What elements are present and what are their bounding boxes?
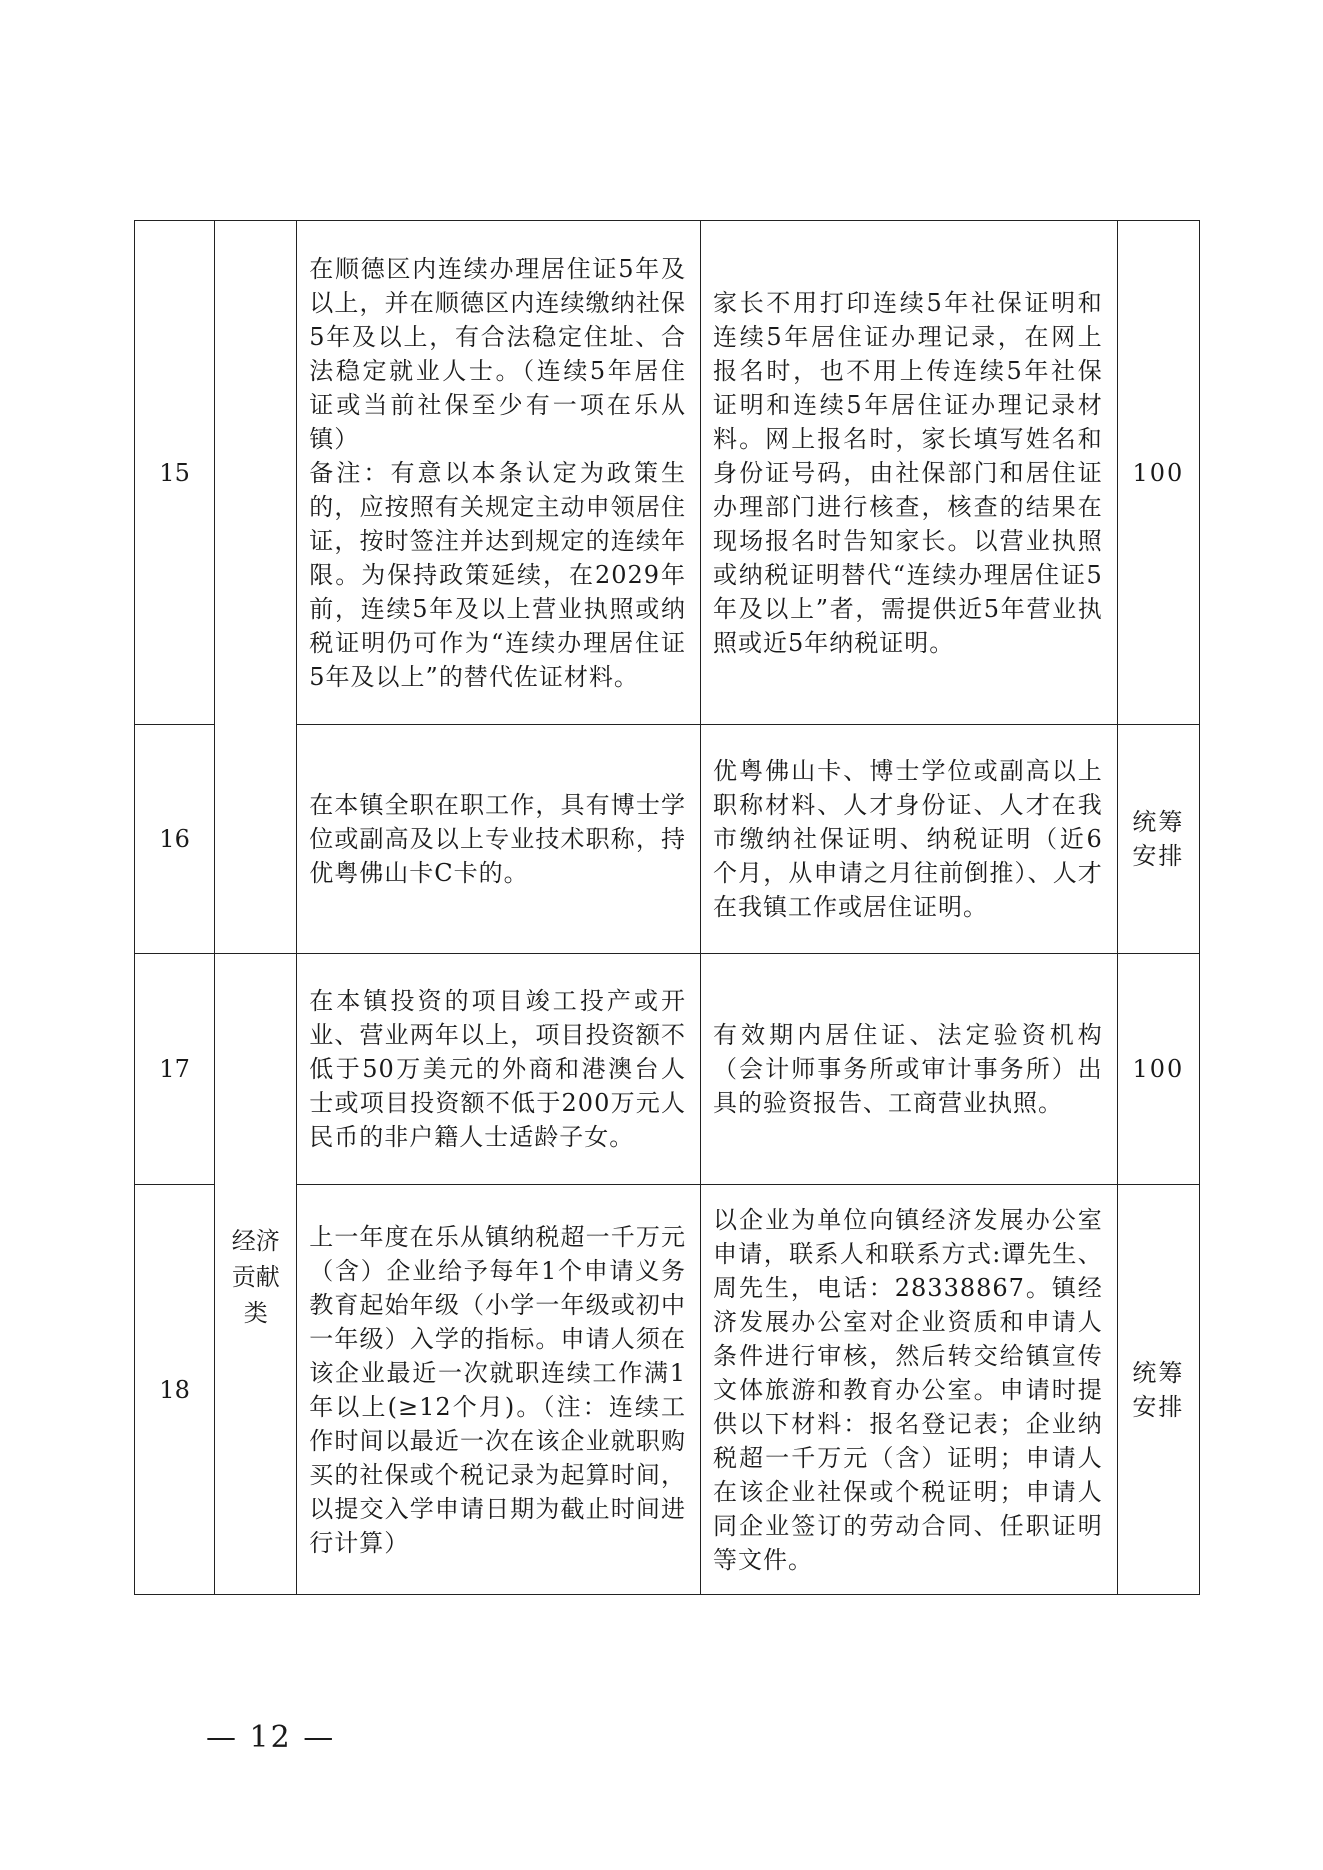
score-value: 统筹安排	[1132, 808, 1185, 870]
condition-text: 在顺德区内连续办理居住证5年及以上，并在顺德区内连续缴纳社保5年及以上，有合法稳定住址、合法稳定就业人士。（连续5年居住证或当前社保至少有一项在乐从镇） 备注：有意以本条认定为政策生的，应按照有关规定主动申领居住证，按时签注并达到规定的连续年限。为保持政策延续，在2029年前，连续5年及以上营业执照或纳税证明仍可作为“连续办理居住证5年及以上”的替代佐证材料。	[309, 254, 687, 691]
row-number-cell	[135, 725, 215, 954]
category-cell	[215, 954, 297, 1185]
condition-cell	[297, 954, 701, 1185]
score-value: 统筹安排	[1132, 1358, 1185, 1421]
policy-table	[134, 220, 1200, 1595]
score-cell	[1117, 1185, 1199, 1595]
row-number-cell	[135, 954, 215, 1185]
table-row	[135, 1185, 1200, 1595]
table-row	[135, 221, 1200, 725]
table-row	[135, 725, 1200, 954]
materials-cell	[701, 221, 1118, 725]
category-label: 经济贡献类	[231, 1226, 280, 1327]
score-value: 100	[1132, 458, 1185, 487]
materials-cell	[701, 725, 1118, 954]
condition-text: 在本镇全职在职工作，具有博士学位或副高及以上专业技术职称，持优粤佛山卡C卡的。	[309, 791, 687, 887]
condition-cell	[297, 1185, 701, 1595]
condition-cell	[297, 725, 701, 954]
condition-cell	[297, 221, 701, 725]
score-cell	[1117, 725, 1199, 954]
category-cell	[215, 1185, 297, 1595]
row-number: 15	[159, 458, 190, 487]
row-number-cell	[135, 221, 215, 725]
condition-text: 上一年度在乐从镇纳税超一千万元（含）企业给予每年1个申请义务教育起始年级（小学一年级或初中一年级）入学的指标。申请人须在该企业最近一次就职连续工作满1年以上(≥12个月)。（注：连续工作时间以最近一次在该企业就职购买的社保或个税记录为起算时间，以提交入学申请日期为截止时间进行计算）	[309, 1222, 687, 1557]
score-value: 100	[1132, 1055, 1185, 1083]
row-number: 17	[159, 1055, 190, 1083]
materials-text: 以企业为单位向镇经济发展办公室申请，联系人和联系方式:谭先生、周先生，电话：28338867。镇经济发展办公室对企业资质和申请人条件进行审核，然后转交给镇宣传文体旅游和教育办公室。申请时提供以下材料：报名登记表；企业纳税超一千万元（含）证明；申请人在该企业社保或个税证明；申请人同企业签订的劳动合同、任职证明等文件。	[713, 1205, 1103, 1574]
page-number: — 12 —	[206, 1720, 336, 1755]
score-cell	[1117, 221, 1199, 725]
row-number: 16	[159, 825, 190, 853]
materials-text: 家长不用打印连续5年社保证明和连续5年居住证办理记录，在网上报名时，也不用上传连续5年社保证明和连续5年居住证办理记录材料。网上报名时，家长填写姓名和身份证号码，由社保部门和居住证办理部门进行核查，核查的结果在现场报名时告知家长。以营业执照或纳税证明替代“连续办理居住证5年及以上”者，需提供近5年营业执照或近5年纳税证明。	[713, 288, 1103, 657]
table-row	[135, 954, 1200, 1185]
materials-cell	[701, 1185, 1118, 1595]
score-cell	[1117, 954, 1199, 1185]
category-cell	[215, 725, 297, 954]
row-number-cell	[135, 1185, 215, 1595]
materials-text: 优粤佛山卡、博士学位或副高以上职称材料、人才身份证、人才在我市缴纳社保证明、纳税证明（近6个月，从申请之月往前倒推）、人才在我镇工作或居住证明。	[713, 757, 1103, 921]
row-number: 18	[159, 1375, 190, 1404]
condition-text: 在本镇投资的项目竣工投产或开业、营业两年以上，项目投资额不低于50万美元的外商和港澳台人士或项目投资额不低于200万元人民币的非户籍人士适龄子女。	[309, 987, 687, 1151]
category-cell	[215, 221, 297, 725]
materials-cell	[701, 954, 1118, 1185]
materials-text: 有效期内居住证、法定验资机构（会计师事务所或审计事务所）出具的验资报告、工商营业执照。	[713, 1021, 1103, 1117]
